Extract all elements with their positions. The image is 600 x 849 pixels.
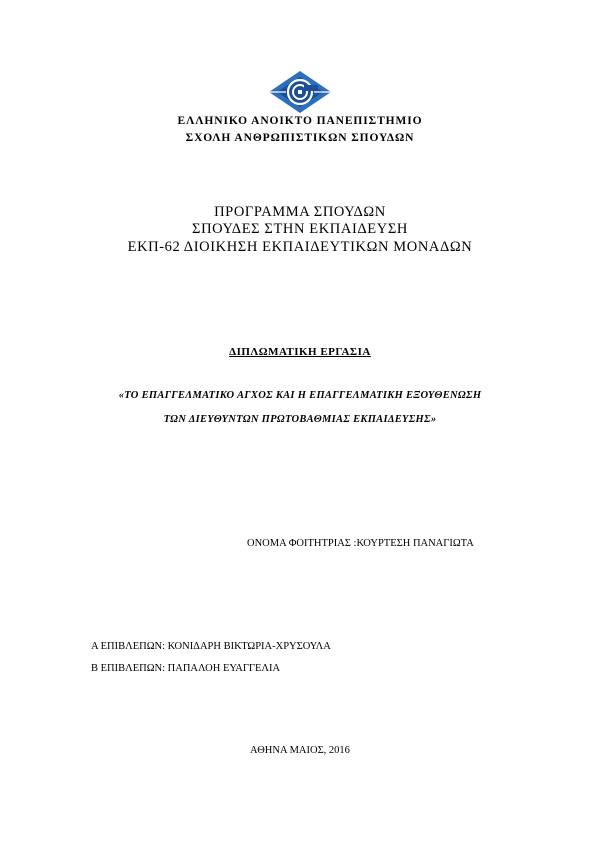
program-line-2: ΣΠΟΥΔΕΣ ΣΤΗΝ ΕΚΠΑΙΔΕΥΣΗ: [192, 221, 408, 237]
school-name: ΣΧΟΛΗ ΑΝΘΡΩΠΙΣΤΙΚΩΝ ΣΠΟΥΔΩΝ: [185, 132, 415, 144]
student-name: ΟΝΟΜΑ ΦΟΙΤΗΤΡΙΑΣ :ΚΟΥΡΤΕΣΗ ΠΑΝΑΓΙΩΤΑ: [247, 538, 474, 549]
place-and-date: ΑΘΗΝΑ ΜΑΙΟΣ, 2016: [250, 745, 350, 756]
program-line-1: ΠΡΟΓΡΑΜΜΑ ΣΠΟΥΔΩΝ: [214, 204, 386, 220]
university-emblem-icon: [268, 70, 332, 114]
thesis-title-line-1: «ΤΟ ΕΠΑΓΓΕΛΜΑΤΙΚΟ ΑΓΧΟΣ ΚΑΙ Η ΕΠΑΓΓΕΛΜΑΤΙΚΗ ΕΞΟΥΘΕΝΩΣΗ: [118, 390, 482, 401]
supervisor-a: Α ΕΠΙΒΛΕΠΩΝ: ΚΟΝΙΔΑΡΗ ΒΙΚΤΩΡΙΑ-ΧΡΥΣΟΥΛΑ: [91, 641, 331, 652]
university-name: ΕΛΛΗΝΙΚΟ ΑΝΟΙΚΤΟ ΠΑΝΕΠΙΣΤΗΜΙΟ: [177, 115, 423, 127]
thesis-label: ΔΙΠΛΩΜΑΤΙΚΗ ΕΡΓΑΣΙΑ: [229, 346, 371, 358]
thesis-title-line-2: ΤΩΝ ΔΙΕΥΘΥΝΤΩΝ ΠΡΩΤΟΒΑΘΜΙΑΣ ΕΚΠΑΙΔΕΥΣΗΣ»: [163, 414, 437, 425]
program-line-3: ΕΚΠ-62 ΔΙΟΙΚΗΣΗ ΕΚΠΑΙΔΕΥΤΙΚΩΝ ΜΟΝΑΔΩΝ: [127, 239, 473, 255]
supervisor-b: Β ΕΠΙΒΛΕΠΩΝ: ΠΑΠΑΛΟΗ ΕΥΑΓΓΕΛΙΑ: [91, 663, 281, 674]
